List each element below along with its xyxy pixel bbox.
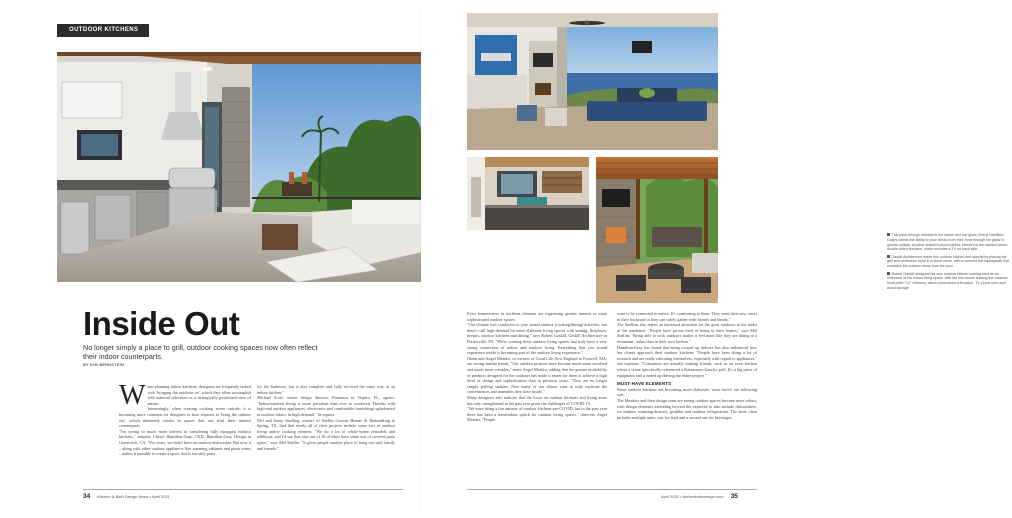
caption-3: Robert Gaskill designed his own outdoor kitchen looking area as an extension of his indoor living space, with the two rooms sharing the massive focal point 7'x7' chimney, which showcases a fireplace, TV, pizza oven and wood storage. [887,271,1008,290]
left-col2-para-2: Michael Scott, senior design director, Romanza in Naples, FL, agrees: "Indoor/outdoor living is more prevalent than ever in southwest Florida, with high-end outdoor appliances, electronics and comfortable furnishings upholstered in outdoor fabrics in high demand," he reports. [257,395,395,417]
byline: BY KIM BERNSTEIN [83,363,125,367]
caption-marker-icon [887,255,890,258]
left-col2-para-3: Mel and Jenny Snelling, owners of Snellin Custom Homes & Remodeling in Spring, TX, find that nearly all of their projects include some sort of outdoor living and/or cooking element. "We do a lot of whole-home remodels and additions, and I'd say that nine out of 10 of them have some sort of covered patio space," says Mel Snellin. "It gives people another place to hang out with family and friends." [257,417,395,451]
caption-marker-icon [887,272,890,275]
right-col2-para-1: want to be connected to nature. It's comforting to them. They want their new resort in their backyard so they can safely gather with friends and family." [617,311,757,322]
left-col2-para-1: for the barbecue, but is also complete and fully serviced the same way as an indoor kitchen." [257,384,395,395]
right-footer-rule [467,489,757,490]
caption-marker-icon [887,233,890,236]
left-column-1 [119,380,251,457]
left-folio [83,493,170,500]
right-page-number: 35 [730,493,738,500]
left-col1-para-2: Interestingly, when creating cooking zones outside, it is becoming more common for designers to hear requests to 'bring the indoors out,' which ultimately results in spaces that can rival their interior counterparts. [119,406,251,429]
right-col1-para-5: "We were doing a fair amount of outdoor kitchens pre-COVID, but in the past year there has been a tremendous uptick for outdoor living spaces," observes Angel Meador. "People [467,406,607,423]
subheading-must-have-elements: MUST-HAVE ELEMENTS [617,381,672,387]
right-col1-para-4: Many designers also indicate that the focus on outdoor kitchens and living areas has only strengthened in the past year given the challenges of COVID-19. [467,394,607,406]
main-photo-outdoor-kitchen [57,52,422,282]
left-column-2 [257,384,395,451]
right-folio [661,493,738,500]
right-col2-para-2: The Snellins also report an increased attraction for the great outdoors in the midst of the pandemic. "People have grown tired of being in their homes," says Mel Snellin. "Being able to cook outdoors makes it feel more like they are dining at a restaurant, rather than in their own kitchen." [617,322,757,344]
right-column-2 [617,311,757,420]
right-col1-para-2: "Our climate isn't conducive to year 'round outdoor (cooking/dining) activities, but there's still high demand for more elaborate living spaces with seating, fireplaces, firepits, outdoor kitchens and dining," says Robert Gaskill, Gaskill Architecture in Pottersville, PA. "We're creating these outdoor living spaces that truly have a very strong connection of indoor and outdoor living. Everything that you would experience inside is becoming part of the outdoor living experience." [467,322,607,356]
section-tag: OUTDOOR KITCHENS [57,24,149,37]
right-col2-para-3: Hamilton-Gray has found that being cooped up indoors has also influenced how her clients approach their outdoor kitchens. "People have been doing a lot of research and are really educating themselves, especially with regard to appliances," she explains. "Consumers are actually making friends, such as an oven kitchen where a client specifically referenced a Kalamazoo Gaucho grill. It's a big piece of equipment and it ended up driving the entire project." [617,344,757,378]
left-col1-para-3: "I'm seeing so much more interest in completing fully equipped outdoor kitchens," remarks Cheryl Hamilton-Gray, CKD, Hamilton-Gray Design in Greenwich, CA. "For years, we didn't have an outdoor dishwasher. But now it – along with other outdoor appliances like warming cabinets and pizza ovens – makes it possible to create a space that is not only party [119,428,251,457]
right-col1-para-1: Even homeowners in northern climates are expressing greater interest in more sophisticated outdoor spaces. [467,311,607,322]
left-page [0,0,421,518]
left-col1-para-1: When planning indoor kitchens, designers are frequently tasked with 'bringing the outdoors in,' which they often accomplish with material selections or a strategically positioned view of nature. [119,380,251,411]
right-publication-line: April 2021 • kitchenbathdesign.com [661,494,724,499]
left-publication-line: Kitchen & Bath Design News • April 2021 [97,494,170,499]
photo-pass-through-bar [467,157,589,230]
right-column-1 [467,311,607,423]
right-col2-para-5: The Meadors and their design team are seeing outdoor spaces become more robust, with design elements extending beyond the expected to also include dishwashers, ice makers, warming drawers, griddles and outdoor refrigeration. The latter often includes multiple units: one for food and a second one for beverages. [617,397,757,420]
left-page-number: 34 [83,493,91,500]
photo-ocean-view-patio [467,13,718,150]
left-footer-rule [83,489,403,490]
right-page [421,0,1010,518]
caption-1: This pass-through window to the indoor and bar gives Cheryl Hamilton-Gray's clients the ability to pour drinks from their front through the glass to guests outside. Another shared indoor/outdoor element is the stacked stone, double-sided fireplace, which includes a TV on each side. [887,233,1009,252]
dek: No longer simply a place to grill, outdoor cooking spaces now often reflect their indoor counterparts. [83,343,318,361]
headline: Inside Out [83,305,240,342]
photo-captions [887,233,1012,293]
right-col2-para-4: Since outdoor kitchens are becoming more elaborate, 'must haves' are following suit. [617,386,757,398]
caption-2: Gaskill Architecture made this outdoor kitchen feel special by placing the grill and ventilation hood in a stone niche, with a covered bar backsplash that emulates the outdoor views from the pool. [887,254,1010,269]
right-col1-para-3: Glenn and Angel Meador, co-owners of Good Life New England in Foxwell, MA, are seeing similar trends. "Our outdoor projects have become much more involved and much more complex," notes Angel Meador, adding that the greater availability of products designed for the outdoors has made it easier for them to achieve a high level of design and sophistication than in previous years. "They are no longer simply grilling stations. Now many of our clients want to truly replicate the conveniences and amenities they have inside." [467,355,607,395]
drop-cap: W [119,380,146,411]
photo-covered-wood-patio [596,157,718,303]
